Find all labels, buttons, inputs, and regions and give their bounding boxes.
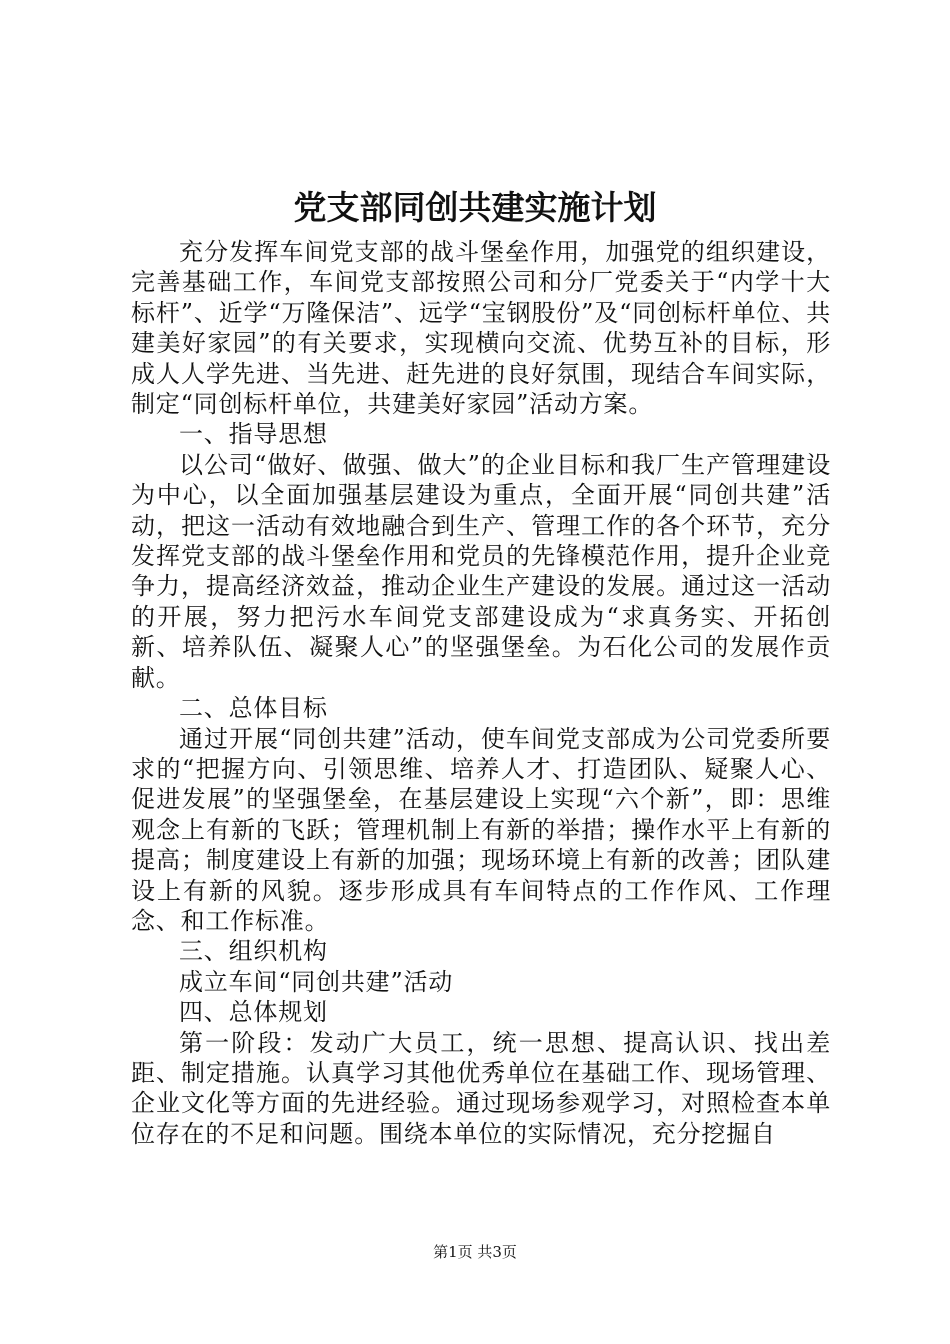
- page-footer: 第1页 共3页: [433, 1243, 517, 1261]
- overall-goal-paragraph: 通过开展“同创共建”活动，使车间党支部成为公司党委所要求的“把握方向、引领思维、培养人才、打造团队、疑聚人心、促进发展”的坚强堡垒，在基层建设上实现“六个新”，即：思维观念上有新的飞跃；管理机制上有新的举措；操作水平上有新的提高；制度建设上有新的加强；现场环境上有新的改善；团队建设上有新的风貌。逐步形成具有车间特点的工作作风、工作理念、和工作标准。: [131, 724, 831, 935]
- section-heading-organization: 三、组织机构: [179, 937, 328, 966]
- intro-paragraph: 充分发挥车间党支部的战斗堡垒作用，加强党的组织建设，完善基础工作，车间党支部按照公司和分厂党委关于“内学十大标杆”、近学“万隆保洁”、远学“宝钢股份”及“同创标杆单位、共建美好家园”的有关要求，实现横向交流、优势互补的目标，形成人人学先进、当先进、赶先进的良好氛围，现结合车间实际，制定“同创标杆单位，共建美好家园”活动方案。: [131, 238, 831, 419]
- section-heading-overall-goal: 二、总体目标: [179, 694, 328, 723]
- guiding-ideology-paragraph: 以公司“做好、做强、做大”的企业目标和我厂生产管理建设为中心，以全面加强基层建设为重点，全面开展“同创共建”活动，把这一活动有效地融合到生产、管理工作的各个环节，充分发挥党支部的战斗堡垒作用和党员的先锋模范作用，提升企业竞争力，提高经济效益，推动企业生产建设的发展。通过这一活动的开展，努力把污水车间党支部建设成为“求真务实、开拓创新、培养队伍、凝聚人心”的坚强堡垒。为石化公司的发展作贡献。: [131, 450, 831, 692]
- organization-paragraph: 成立车间“同创共建”活动: [179, 967, 454, 996]
- section-heading-guiding-ideology: 一、指导思想: [179, 420, 328, 449]
- document-body: [131, 237, 831, 1149]
- overall-plan-paragraph: 第一阶段：发动广大员工，统一思想、提高认识、找出差距、制定措施。认真学习其他优秀单位在基础工作、现场管理、企业文化等方面的先进经验。通过现场参观学习，对照检查本单位存在的不足和问题。围绕本单位的实际情况，充分挖掘自: [131, 1028, 831, 1148]
- document-title: 党支部同创共建实施计划: [293, 188, 657, 227]
- section-heading-overall-plan: 四、总体规划: [179, 998, 328, 1027]
